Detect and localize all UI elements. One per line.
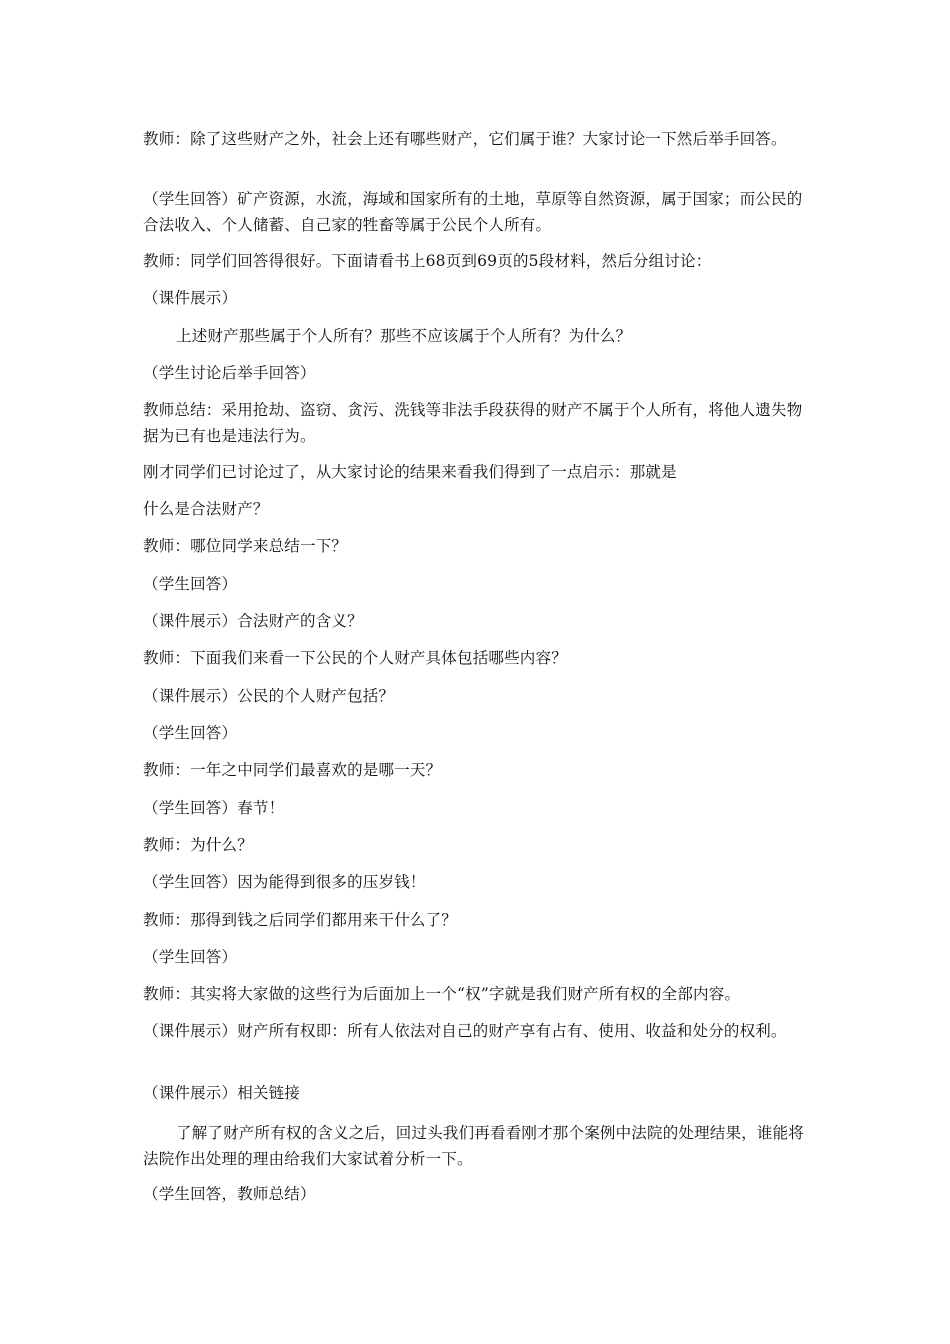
- paragraph-teacher-favorite-day: 教师：一年之中同学们最喜欢的是哪一天？: [143, 761, 442, 779]
- paragraph-teacher-why: 教师：为什么？: [143, 836, 253, 854]
- paragraph-student-spring-festival: （学生回答）春节！: [143, 799, 285, 817]
- paragraph-student-answer: （学生回答）: [143, 948, 238, 966]
- paragraph-teacher-summary: 教师总结：采用抢劫、盗窃、贪污、洗钱等非法手段获得的财产不属于个人所有，将他人遗失物据为已有也是违法行为。: [143, 401, 803, 445]
- paragraph-courseware-show: （课件展示）: [143, 289, 238, 307]
- paragraph-student-discussion: （学生讨论后举手回答）: [143, 364, 316, 382]
- paragraph-courseware-ownership-definition: （课件展示）财产所有权即：所有人依法对自己的财产享有占有、使用、收益和处分的权利。: [143, 1022, 787, 1040]
- paragraph-teacher-who-summarizes: 教师：哪位同学来总结一下？: [143, 537, 348, 555]
- paragraph-case-analysis: 了解了财产所有权的含义之后，回过头我们再看看刚才那个案例中法院的处理结果，谁能将法院作出处理的理由给我们大家试着分析一下。: [143, 1124, 805, 1168]
- paragraph-courseware-related-links: （课件展示）相关链接: [143, 1084, 301, 1102]
- paragraph-legal-property-question: 什么是合法财产？: [143, 500, 269, 518]
- paragraph-student-lucky-money: （学生回答）因为能得到很多的压岁钱！: [143, 873, 426, 891]
- paragraph-student-answer: （学生回答）: [143, 575, 238, 593]
- paragraph-student-answer-resources: （学生回答）矿产资源，水流，海域和国家所有的土地，草原等自然资源，属于国家；而公民的合法收入、个人储蓄、自己家的牲畜等属于公民个人所有。: [143, 190, 803, 234]
- paragraph-discussion-result: 刚才同学们已讨论过了，从大家讨论的结果来看我们得到了一点启示：那就是: [143, 463, 677, 481]
- paragraph-teacher-personal-property: 教师：下面我们来看一下公民的个人财产具体包括哪些内容？: [143, 649, 567, 667]
- paragraph-teacher-ownership: 教师：其实将大家做的这些行为后面加上一个“权”字就是我们财产所有权的全部内容。: [143, 985, 741, 1003]
- paragraph-courseware-personal-property: （课件展示）公民的个人财产包括？: [143, 687, 395, 705]
- paragraph-teacher-read-materials: 教师：同学们回答得很好。下面请看书上68页到69页的5段材料，然后分组讨论：: [143, 252, 712, 270]
- paragraph-teacher-question-other-property: 教师：除了这些财产之外，社会上还有哪些财产，它们属于谁？大家讨论一下然后举手回答。: [143, 130, 787, 148]
- paragraph-student-answer: （学生回答）: [143, 724, 238, 742]
- paragraph-student-answer-teacher-summary: （学生回答，教师总结）: [143, 1185, 316, 1203]
- paragraph-discussion-question: 上述财产那些属于个人所有？那些不应该属于个人所有？为什么？: [176, 327, 632, 345]
- paragraph-courseware-legal-property: （课件展示）合法财产的含义？: [143, 612, 363, 630]
- paragraph-teacher-use-of-money: 教师：那得到钱之后同学们都用来干什么了？: [143, 911, 458, 929]
